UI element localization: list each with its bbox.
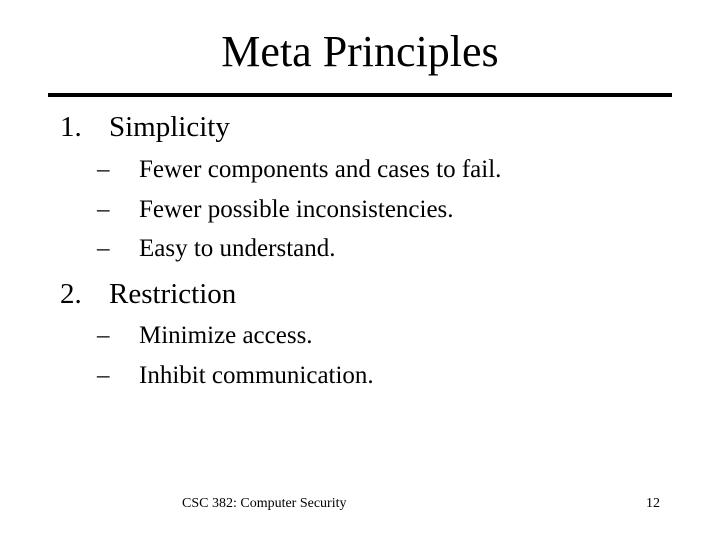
list-item-label: Simplicity — [109, 111, 230, 143]
sub-item-text: Inhibit communication. — [139, 362, 374, 389]
dash-bullet: – — [97, 196, 110, 223]
sub-item-text: Fewer possible inconsistencies. — [139, 196, 454, 223]
slide-title: Meta Principles — [221, 27, 499, 76]
list-item-number: 1. — [60, 111, 82, 143]
sub-item-text: Minimize access. — [139, 322, 313, 349]
list-item-number: 2. — [60, 278, 82, 310]
sub-item-text: Easy to understand. — [139, 235, 336, 262]
title-divider — [48, 93, 672, 97]
sub-item-text: Fewer components and cases to fail. — [139, 156, 502, 183]
list-item-label: Restriction — [109, 278, 237, 310]
dash-bullet: – — [97, 235, 110, 262]
dash-bullet: – — [97, 322, 110, 349]
dash-bullet: – — [97, 156, 110, 183]
page-number: 12 — [646, 496, 660, 511]
dash-bullet: – — [97, 362, 110, 389]
footer-course-label: CSC 382: Computer Security — [182, 496, 347, 511]
